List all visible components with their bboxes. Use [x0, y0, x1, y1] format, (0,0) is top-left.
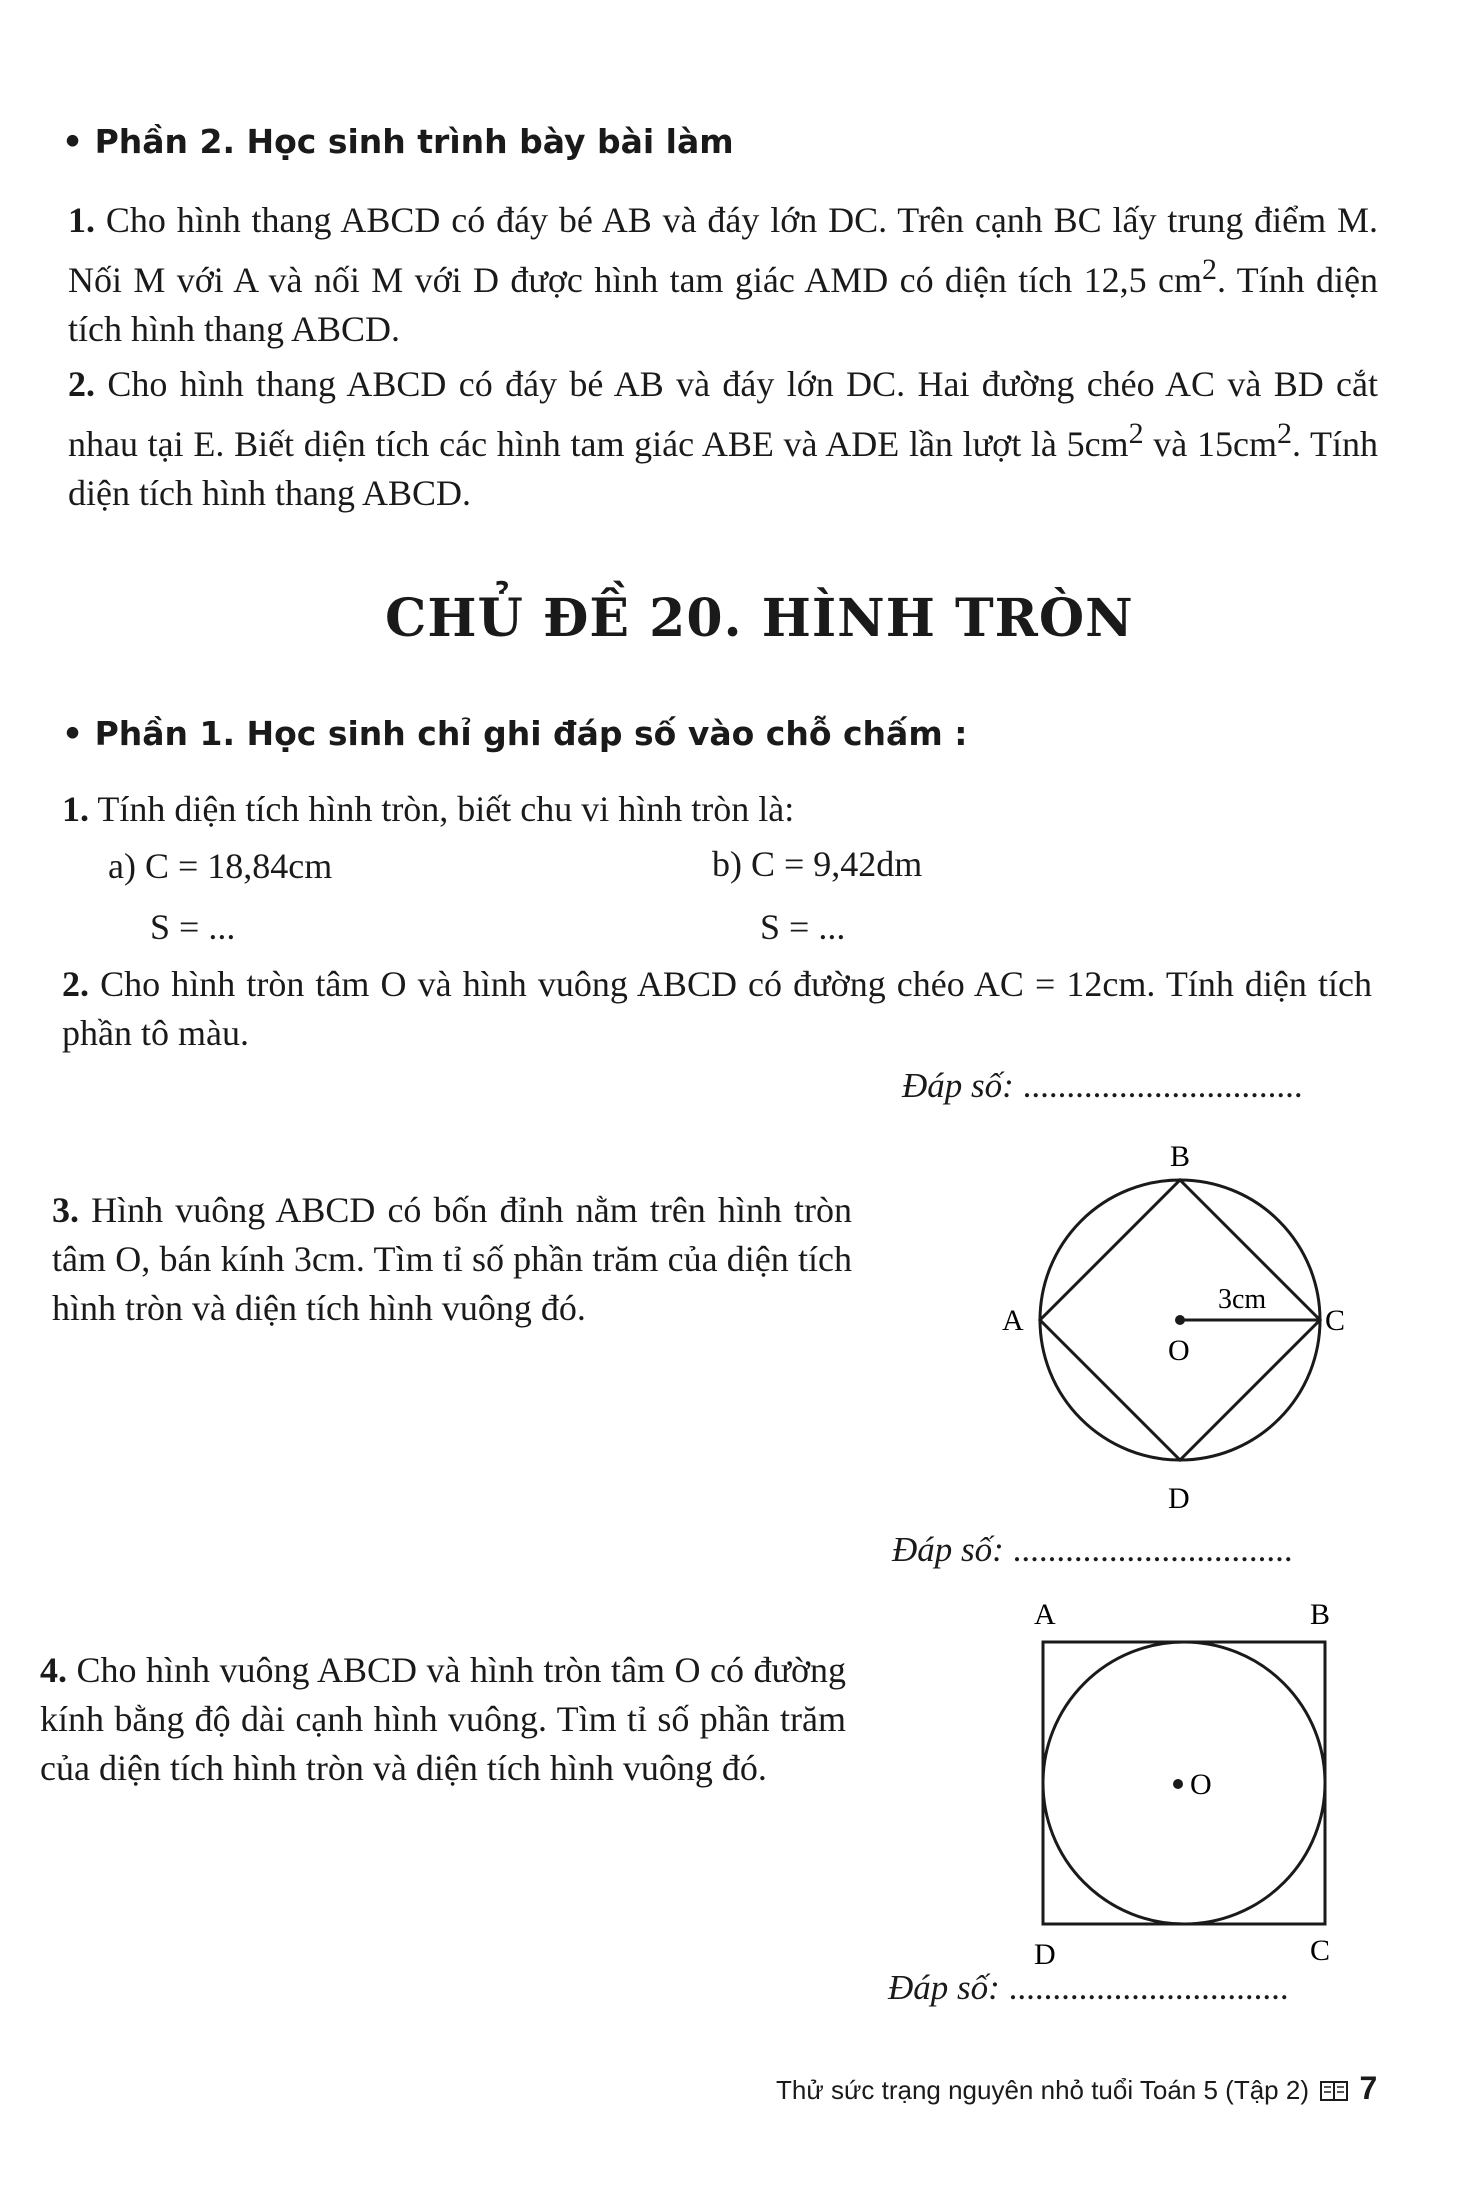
label-D: D	[1168, 1482, 1190, 1515]
label-C: C	[1310, 1934, 1331, 1967]
problem-number: 4.	[40, 1650, 67, 1690]
option-b: b) C = 9,42dm	[712, 844, 923, 884]
answer-dots: ................................	[1012, 1530, 1293, 1569]
problem-number: 2.	[68, 364, 95, 404]
label-A: A	[1002, 1304, 1024, 1337]
figure-inscribed-circle	[1010, 1584, 1380, 1974]
label-C: C	[1325, 1304, 1346, 1337]
part1-problem-1	[62, 788, 794, 830]
answer-line-3	[892, 1530, 1293, 1570]
answer-line-2	[902, 1066, 1303, 1106]
answer-sb: S = ...	[760, 907, 846, 947]
label-A: A	[1034, 1598, 1056, 1631]
part1-problem-4	[40, 1646, 846, 1793]
problem-text-tail: . Tính diện tích hình thang ABCD.	[68, 424, 1379, 513]
problem-text-tail: . Tính diện tích hình thang ABCD.	[68, 260, 1379, 349]
book-icon	[1320, 2080, 1348, 2102]
problem-number: 3.	[52, 1190, 79, 1230]
problem-number: 1.	[62, 789, 89, 829]
problem-text: Tính diện tích hình tròn, biết chu vi hình tròn là:	[97, 789, 795, 829]
label-O: O	[1190, 1768, 1212, 1801]
chapter-title: CHỦ ĐỀ 20. HÌNH TRÒN	[385, 588, 1134, 649]
label-D: D	[1034, 1938, 1056, 1971]
option-a: a) C = 18,84cm	[108, 846, 333, 886]
label-radius: 3cm	[1218, 1284, 1267, 1315]
answer-sa: S = ...	[150, 907, 236, 947]
problem-text-mid: và 15cm	[1143, 424, 1277, 464]
part1-heading: • Phần 1. Học sinh chỉ ghi đáp số vào chỗ chấm :	[62, 714, 968, 753]
part2-problem-2	[68, 360, 1378, 518]
footer-text: Thử sức trạng nguyên nhỏ tuổi Toán 5 (Tập 2)	[776, 2075, 1309, 2105]
answer-dots: ................................	[1022, 1066, 1303, 1105]
answer-line-4	[888, 1968, 1289, 2008]
problem-number: 2.	[62, 964, 89, 1004]
problem-text: Cho hình tròn tâm O và hình vuông ABCD có đường chéo AC = 12cm. Tính diện tích phần tô màu.	[62, 964, 1373, 1053]
superscript: 2	[1276, 417, 1292, 450]
answer-label: Đáp số:	[888, 1968, 1000, 2007]
center-point	[1175, 1315, 1185, 1325]
answer-dots: ................................	[1008, 1968, 1289, 2007]
label-B: B	[1170, 1140, 1191, 1173]
problem-text: Hình vuông ABCD có bốn đỉnh nằm trên hình tròn tâm O, bán kính 3cm. Tìm tỉ số phần trăm của diện tích hình tròn và diện tích hình vuông đó.	[52, 1190, 852, 1328]
page-number: 7	[1359, 2070, 1378, 2106]
center-point	[1173, 1779, 1183, 1789]
figure-inscribed-square	[980, 1120, 1380, 1520]
superscript: 2	[1201, 253, 1217, 286]
circle-shape	[1043, 1642, 1325, 1924]
label-O: O	[1168, 1334, 1190, 1367]
problem-number: 1.	[68, 200, 95, 240]
label-B: B	[1310, 1598, 1331, 1631]
part2-heading: • Phần 2. Học sinh trình bày bài làm	[62, 122, 734, 161]
superscript: 2	[1128, 417, 1144, 450]
page-footer	[776, 2070, 1377, 2107]
part1-problem-3	[52, 1186, 852, 1333]
answer-label: Đáp số:	[892, 1530, 1004, 1569]
problem-text: Cho hình thang ABCD có đáy bé AB và đáy lớn DC. Trên cạnh BC lấy trung điểm M. Nối M với A và nối M với D được hình tam giác AMD có diện tích 12,5 cm	[68, 200, 1378, 300]
part1-problem-2	[62, 960, 1372, 1058]
problem-text: Cho hình vuông ABCD và hình tròn tâm O có đường kính bằng độ dài cạnh hình vuông. Tìm tỉ số phần trăm của diện tích hình tròn và diện tích hình vuông đó.	[40, 1650, 846, 1788]
problem-text: Cho hình thang ABCD có đáy bé AB và đáy lớn DC. Hai đường chéo AC và BD cắt nhau tại E. Biết diện tích các hình tam giác ABE và ADE lần lượt là 5cm	[68, 364, 1379, 464]
answer-label: Đáp số:	[902, 1066, 1014, 1105]
part2-problem-1	[68, 196, 1378, 354]
